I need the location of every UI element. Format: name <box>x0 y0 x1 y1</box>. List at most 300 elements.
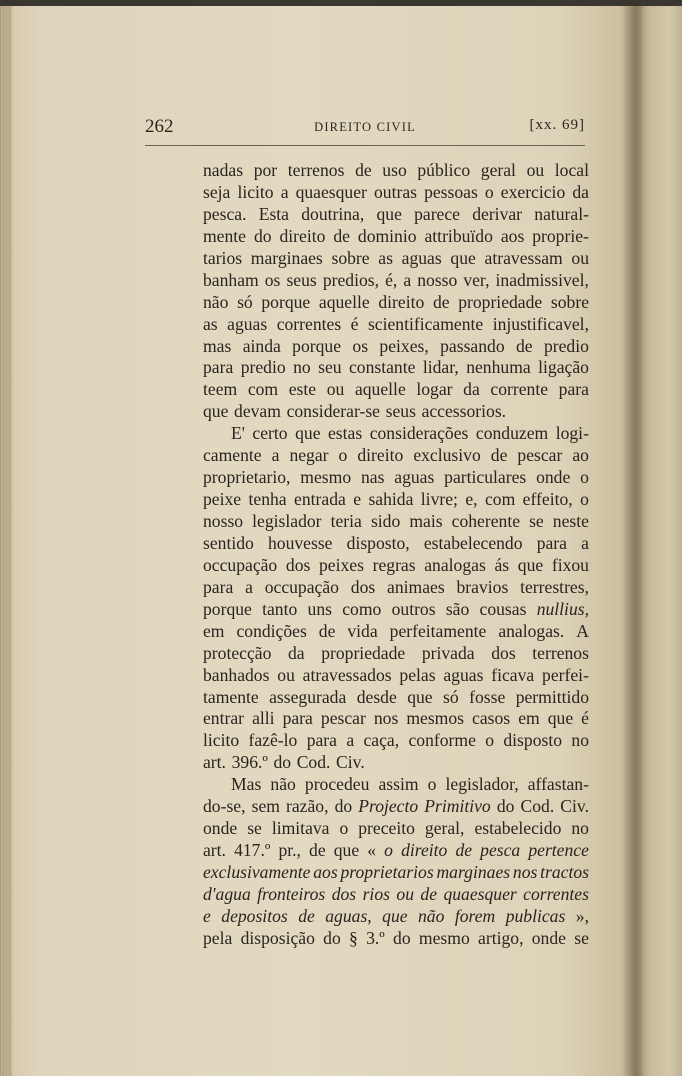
word: que <box>382 905 408 926</box>
section-reference: [xx. 69] <box>529 117 585 133</box>
word: doutrina, <box>301 203 365 224</box>
text-line <box>203 730 589 752</box>
word: aguas <box>394 467 435 488</box>
word: no <box>571 730 589 751</box>
word: a <box>346 730 355 751</box>
word: pertence <box>528 840 589 861</box>
word: proprie- <box>532 225 589 246</box>
word: seu <box>318 357 342 378</box>
text-line <box>203 599 589 621</box>
word: seus <box>385 401 416 422</box>
word: do <box>496 796 515 817</box>
word: onde <box>531 927 566 948</box>
word: da <box>463 379 480 400</box>
word: legislador <box>252 511 322 531</box>
word: e <box>353 489 362 510</box>
word: corrente <box>490 379 549 400</box>
word: nenhuma <box>466 357 531 378</box>
word: assim <box>378 774 419 795</box>
word: disposto <box>503 730 563 751</box>
word: peixes, <box>379 335 429 356</box>
word: pesca. <box>203 203 247 224</box>
word: perfei- <box>542 664 589 685</box>
word: nos <box>512 862 538 882</box>
word: scientificamente <box>367 313 484 334</box>
word: 417.º <box>234 840 271 861</box>
word: ou <box>571 247 589 268</box>
word: predios, <box>322 269 380 290</box>
word: perfeitamente <box>389 620 487 641</box>
word: porque <box>203 598 252 619</box>
text-line <box>203 204 589 226</box>
text-line <box>203 511 589 533</box>
word: que <box>295 423 321 444</box>
word: aos <box>500 225 525 246</box>
word: onde <box>203 818 238 839</box>
word: em <box>518 708 540 729</box>
word: os <box>352 335 369 356</box>
word: negar <box>289 445 329 466</box>
word: predio <box>240 357 286 378</box>
word: desde <box>356 686 397 707</box>
word: pessoas <box>424 181 478 202</box>
word: occupação <box>203 554 278 575</box>
word: que <box>333 840 360 861</box>
word: camente <box>203 445 262 466</box>
word: peixe <box>203 489 242 510</box>
word: teem <box>203 379 238 400</box>
word: parece <box>414 203 460 224</box>
text-line <box>203 292 589 314</box>
word: sido <box>370 511 401 531</box>
word: Civ. <box>336 752 365 773</box>
word: ou <box>277 664 295 685</box>
word: que <box>547 708 574 729</box>
text-line <box>203 752 589 774</box>
word: do <box>323 927 341 948</box>
word: protecção <box>203 642 272 663</box>
text-line <box>203 357 589 379</box>
word: sobre <box>550 291 589 312</box>
word: o <box>339 818 349 839</box>
word: sobre <box>331 247 370 268</box>
text-line <box>203 489 589 511</box>
text-line <box>203 336 589 358</box>
word: do-se, <box>203 796 246 817</box>
word: de <box>420 883 438 904</box>
word: ainda <box>242 335 281 356</box>
word: legislador, <box>445 774 519 795</box>
word: entrada <box>294 489 346 510</box>
text-line <box>203 906 589 928</box>
word: dominio <box>357 225 417 246</box>
page-number: 262 <box>145 116 174 137</box>
word: exclusivo <box>413 445 481 466</box>
word: outros <box>391 598 436 619</box>
word: terrestres, <box>520 576 589 597</box>
word: com <box>484 489 516 510</box>
word: », <box>575 905 589 926</box>
word: só <box>237 291 253 312</box>
word: quaesquer <box>295 181 367 202</box>
word: geral, <box>424 818 465 839</box>
word: pesca <box>480 840 521 861</box>
word: vida <box>347 620 378 641</box>
word: o <box>427 774 437 795</box>
text-line <box>203 796 589 818</box>
word: procedeu <box>304 774 370 795</box>
word: da <box>287 642 305 663</box>
word: injustificavel, <box>492 313 589 334</box>
word: affastan- <box>527 774 589 795</box>
word: para <box>203 357 234 378</box>
word: Mas <box>231 774 262 795</box>
word: nosso <box>203 511 244 531</box>
word: o <box>580 467 589 488</box>
word: da <box>572 181 589 202</box>
word: dos <box>350 576 376 597</box>
word: não <box>270 774 296 795</box>
word: accessorios. <box>421 401 507 422</box>
word: o <box>338 445 348 466</box>
word: cousas <box>479 598 527 619</box>
text-line <box>203 248 589 270</box>
word: e <box>203 905 211 926</box>
text-line <box>203 423 589 445</box>
word: direito <box>401 840 448 861</box>
word: licito <box>203 730 240 751</box>
word: privada <box>421 642 475 663</box>
word: predio <box>543 335 589 356</box>
word: aos <box>313 862 338 882</box>
word: licito <box>237 181 274 202</box>
word: nos <box>373 708 399 729</box>
word: effeito, <box>522 489 573 510</box>
word: derivar <box>472 203 523 224</box>
word: disposição <box>240 927 315 948</box>
word: disposto, <box>346 532 410 553</box>
word: nullius, <box>536 598 589 619</box>
word: aguas, <box>325 905 372 926</box>
word: permittido <box>515 686 589 707</box>
body-text <box>203 160 589 950</box>
word: atravessados <box>302 664 392 685</box>
word: assegurada <box>269 686 347 707</box>
word: ás <box>494 554 510 575</box>
word: ao <box>572 445 589 466</box>
word: terrenos <box>532 642 589 663</box>
text-line <box>203 928 589 950</box>
word: rios <box>362 883 390 904</box>
word: aquelle <box>354 379 406 400</box>
word: dos <box>491 642 516 663</box>
word: é, <box>385 269 398 290</box>
word: aguas <box>227 313 268 334</box>
word: lidar, <box>422 357 459 378</box>
word: o <box>580 489 589 510</box>
word: para <box>203 576 234 597</box>
word: no <box>571 818 589 839</box>
word: constante <box>348 357 416 378</box>
word: forem <box>454 905 496 926</box>
text-line <box>203 182 589 204</box>
word: E' <box>231 423 245 444</box>
word: local <box>554 160 589 180</box>
word: artigo, <box>478 927 524 948</box>
word: é <box>581 708 589 729</box>
word: Cod. <box>520 796 555 817</box>
word: exercicio <box>500 181 566 202</box>
word: direito <box>378 291 425 312</box>
word: para <box>306 730 337 751</box>
word: « <box>367 840 377 861</box>
word: o <box>384 840 393 861</box>
word: público <box>417 160 471 180</box>
word: ficava <box>491 664 535 685</box>
word: estabelecendo <box>423 532 523 553</box>
word: particulares <box>444 467 527 488</box>
word: para <box>282 708 313 729</box>
word: a <box>280 181 289 202</box>
word: fazê-lo <box>248 730 298 751</box>
word: exclusivamente <box>203 862 311 882</box>
word: de <box>455 840 473 861</box>
word: publicas <box>505 905 566 926</box>
text-line <box>203 445 589 467</box>
word: 3.º <box>366 927 385 948</box>
word: fixou <box>551 554 589 575</box>
word: pescar <box>517 445 563 466</box>
word: preceito <box>358 818 415 839</box>
word: que <box>376 203 402 224</box>
text-line <box>203 270 589 292</box>
word: animaes <box>387 576 445 597</box>
word: tarios <box>203 247 243 268</box>
word: as <box>203 313 218 334</box>
word: de <box>298 905 315 926</box>
text-line <box>203 818 589 840</box>
word: § <box>349 927 358 948</box>
word: o <box>484 181 494 202</box>
text-line <box>203 884 589 906</box>
word: conforme <box>408 730 476 751</box>
word: peixes <box>319 554 364 575</box>
word: geral <box>480 160 516 180</box>
word: ligação <box>538 357 589 378</box>
word: são <box>445 598 470 619</box>
word: analogas <box>424 554 486 575</box>
word: terrenos <box>287 160 345 180</box>
word: ou <box>396 883 414 904</box>
word: uso <box>382 160 407 180</box>
text-line <box>203 774 589 796</box>
word: Cod. <box>296 752 331 773</box>
word: quaesquer <box>443 883 517 904</box>
word: porque <box>261 291 311 312</box>
word: do <box>273 752 292 773</box>
word: logar <box>416 379 453 400</box>
word: a <box>581 532 589 553</box>
text-line <box>203 160 589 182</box>
text-line <box>203 577 589 599</box>
text-line <box>203 643 589 665</box>
word: ou <box>526 160 545 180</box>
word: considerar-se <box>286 401 380 422</box>
word: aguas <box>401 247 442 268</box>
word: em <box>203 620 225 641</box>
word: entrar <box>203 708 245 729</box>
word: fronteiros <box>257 883 326 904</box>
word: de <box>515 335 533 356</box>
word: attribuïdo <box>424 225 493 246</box>
word: de <box>432 291 450 312</box>
text-line <box>203 533 589 555</box>
word: neste <box>552 511 589 531</box>
word: de <box>333 225 350 246</box>
word: só <box>443 686 459 707</box>
word: analogas. <box>498 620 565 641</box>
text-line <box>203 687 589 709</box>
word: o <box>485 730 495 751</box>
word: fosse <box>469 686 506 707</box>
page-header <box>145 116 585 140</box>
word: a <box>403 269 412 290</box>
word: pelas <box>399 664 436 685</box>
word: art. <box>203 840 226 861</box>
word: é <box>350 313 359 334</box>
word: ou <box>326 379 345 400</box>
word: os <box>264 269 281 290</box>
word: correntes <box>523 883 589 904</box>
word: mesmo <box>418 927 470 948</box>
word: banham <box>203 269 259 290</box>
running-title: DIREITO CIVIL <box>314 120 416 134</box>
word: houvesse <box>267 532 333 553</box>
word: se <box>574 927 589 948</box>
word: direito <box>357 445 404 466</box>
word: Civ. <box>560 796 589 817</box>
text-line <box>203 467 589 489</box>
word: seus <box>286 269 317 290</box>
word: direito <box>279 225 326 246</box>
word: atravessam <box>484 247 563 268</box>
word: de <box>318 620 336 641</box>
word: 396.º <box>231 752 268 773</box>
word: este <box>288 379 317 400</box>
word: pescar <box>320 708 366 729</box>
word: mas <box>203 335 232 356</box>
text-line <box>203 708 589 730</box>
word: e, <box>465 489 478 510</box>
word: seja <box>203 181 231 202</box>
word: tractos <box>540 862 589 882</box>
word: a <box>271 445 280 466</box>
word: de <box>309 840 326 861</box>
word: não <box>203 291 229 312</box>
text-line <box>203 665 589 687</box>
text-line <box>203 226 589 248</box>
word: aquelle <box>318 291 370 312</box>
word: estas <box>328 423 363 444</box>
word: condições <box>236 620 307 641</box>
word: mesmos <box>406 708 465 729</box>
word: no <box>293 357 311 378</box>
word: de <box>490 445 508 466</box>
word: com <box>247 379 279 400</box>
word: mesmo <box>300 467 352 488</box>
scan-top-edge <box>0 0 682 6</box>
word: razão, <box>286 796 329 817</box>
word: pela <box>203 927 233 948</box>
word: regras <box>372 554 416 575</box>
word: mais <box>409 511 443 531</box>
word: proprietario, <box>203 467 291 488</box>
word: sem <box>251 796 280 817</box>
word: onde <box>536 467 571 488</box>
word: marginaes <box>250 247 323 268</box>
word: devam <box>234 401 281 422</box>
word: limitava <box>271 818 330 839</box>
word: aguas <box>443 664 484 685</box>
word: ver, <box>463 269 490 290</box>
word: do <box>334 796 353 817</box>
word: A <box>576 620 589 641</box>
text-line <box>203 401 589 423</box>
word: tanto <box>262 598 298 619</box>
word: Esta <box>258 203 289 224</box>
word: tenha <box>248 489 287 510</box>
word: certo <box>252 423 288 444</box>
word: porque <box>292 335 342 356</box>
word: que <box>517 554 544 575</box>
word: nadas <box>203 160 244 180</box>
word: mente <box>203 225 246 246</box>
word: natural- <box>534 203 589 224</box>
word: que <box>407 686 433 707</box>
word: para <box>558 379 589 400</box>
word: por <box>253 160 278 180</box>
word: uns <box>307 598 332 619</box>
word: casos <box>472 708 511 729</box>
word: alli <box>252 708 275 729</box>
word: que <box>203 401 229 422</box>
word: banhados <box>203 664 270 685</box>
word: não <box>418 905 445 926</box>
word: como <box>342 598 382 619</box>
word: que <box>450 247 476 268</box>
word: marginaes <box>436 862 511 882</box>
word: conduzem <box>475 423 549 444</box>
text-line <box>203 314 589 336</box>
word: occupação <box>264 576 339 597</box>
word: correntes <box>276 313 342 334</box>
word: teria <box>330 511 362 531</box>
text-line <box>203 555 589 577</box>
word: outras <box>373 181 417 202</box>
word: do <box>393 927 411 948</box>
word: considerações <box>369 423 469 444</box>
word: estabelecido <box>474 818 562 839</box>
word: Primitivo <box>424 796 491 817</box>
word: nas <box>360 467 385 488</box>
word: passando <box>440 335 505 356</box>
text-line <box>203 840 589 862</box>
word: logi- <box>555 423 589 444</box>
word: pr., <box>278 840 301 861</box>
text-line <box>203 379 589 401</box>
word: as <box>378 247 393 268</box>
text-line <box>203 621 589 643</box>
